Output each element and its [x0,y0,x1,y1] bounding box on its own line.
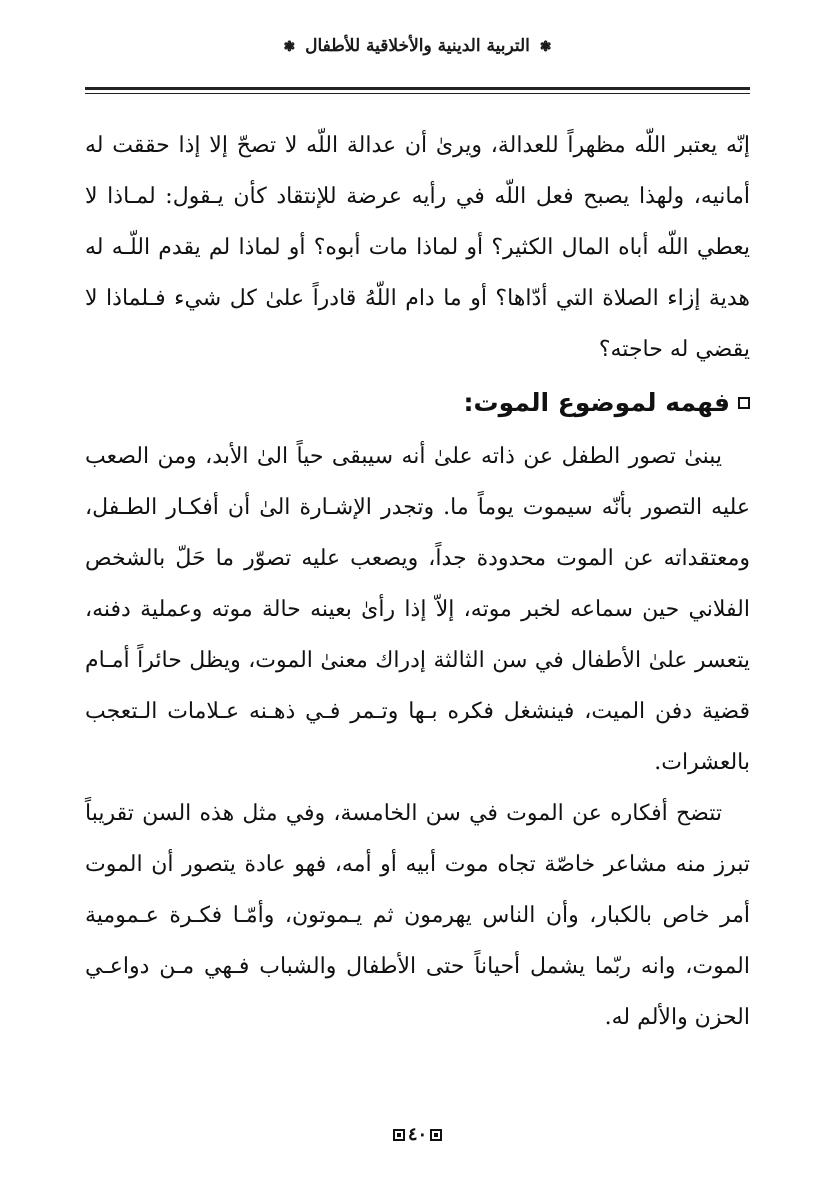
section-heading [85,375,750,431]
page-number: ٤٠ [407,1124,428,1145]
box-bullet-icon [393,1129,405,1141]
box-bullet-icon [430,1129,442,1141]
running-header [85,36,750,56]
paragraph: إنّه يعتبر اللّه مظهراً للعدالة، ويرىٰ أن عدالة اللّه لا تصحّ إلا إذا حققت له أمانيه، ولهذا يصبح فعل اللّه في رأيه عرضة للإنتقاد كأن يـقول: لمـاذا لا يعطي اللّه أباه المال الكثير؟ أو لماذا مات أبوه؟ أو لماذا لم يقدم اللّـه له هدية إزاء الصلاة التي أدّاها؟ أو ما دام اللّهُ قادراً علىٰ كل شيء فـلماذا لا يقضي له حاجته؟ [85,133,750,362]
running-header-title: التربية الدينية والأخلاقية للأطفال [305,36,530,56]
paragraph: يبنىٰ تصور الطفل عن ذاته علىٰ أنه سيبقى حياً الىٰ الأبد، ومن الصعب عليه التصور بأنّه سيموت يوماً ما. وتجدر الإشـارة الىٰ أن أفكـار الطـفل، ومعتقداته عن الموت محدودة جداً، ويصعب عليه تصوّر ما حَلّ بالشخص الفلاني حين سماعه لخبر موته، إلاّ إذا رأىٰ بعينه حالة موته وعملية دفنه، يتعسر علىٰ الأطفال في سن الثالثة إدراك معنىٰ الموت، ويظل حائراً أمـام قضية دفن الميت، فينشغل فكره بـها وتـمر فـي ذهـنه عـلامات الـتعجب بالعشرات. [85,444,750,775]
paragraph: تتضح أفكاره عن الموت في سن الخامسة، وفي مثل هذه السن تقريباً تبرز منه مشاعر خاصّة تجاه موت أبيه أو أمه، فهو عادة يتصور أن الموت أمر خاص بالكبار، وأن الناس يهرمون ثم يـموتون، وأمّـا فكـرة عـمومية الموت، وانه ربّما يشمل أحياناً حتى الأطفال والشباب فـهي مـن دواعـي الحزن والألم له. [85,801,750,1030]
header-rule-thin [85,93,750,94]
section-heading-text: فهمه لموضوع الموت: [463,388,730,417]
header-rule-thick [85,87,750,90]
ornament-icon: ❃ [283,39,296,55]
square-bullet-icon [738,397,750,409]
ornament-icon: ❃ [539,39,552,55]
page-number-footer [0,1124,835,1145]
body-text [85,120,750,1043]
